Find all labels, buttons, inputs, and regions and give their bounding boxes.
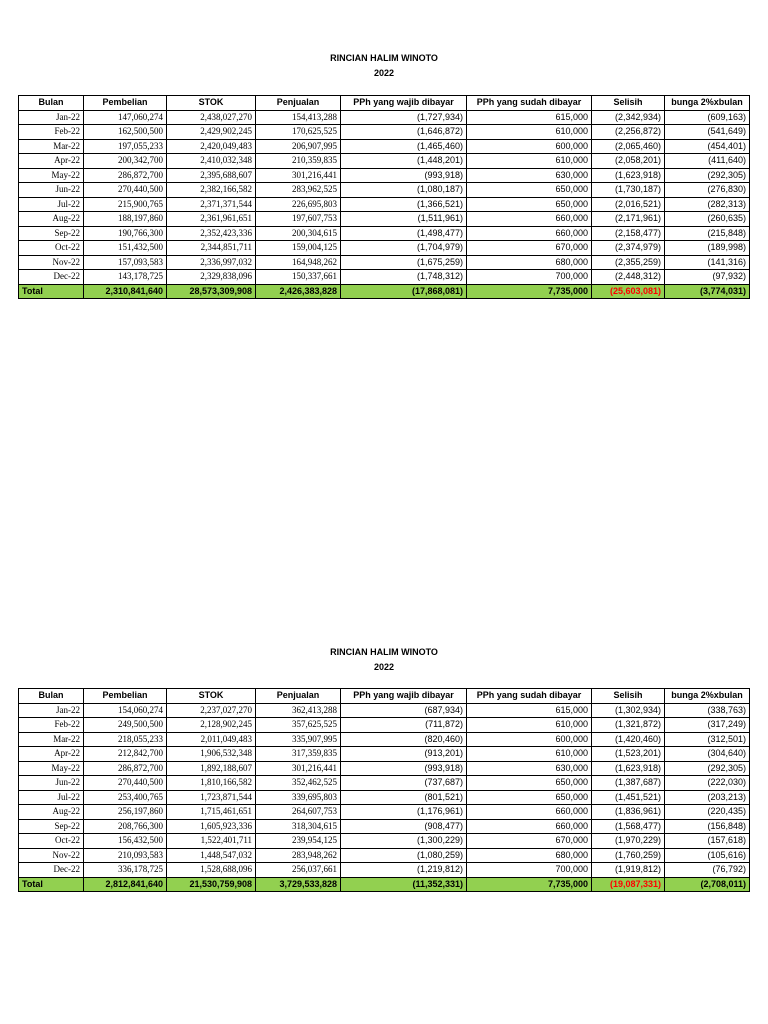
data-table — [18, 688, 750, 892]
total-label: Total — [19, 284, 84, 299]
total-cell: 7,735,000 — [467, 877, 592, 892]
value-cell: (1,760,259) — [592, 848, 665, 863]
value-cell: 357,625,525 — [256, 718, 341, 733]
value-cell: (541,649) — [665, 125, 750, 140]
value-cell: (1,568,477) — [592, 819, 665, 834]
total-cell: (11,352,331) — [341, 877, 467, 892]
value-cell: (1,498,477) — [341, 226, 467, 241]
value-cell: 615,000 — [467, 703, 592, 718]
value-cell: 2,395,688,607 — [167, 168, 256, 183]
value-cell: 301,216,441 — [256, 168, 341, 183]
value-cell: 610,000 — [467, 154, 592, 169]
value-cell: 660,000 — [467, 212, 592, 227]
value-cell: (189,998) — [665, 241, 750, 256]
value-cell: (1,675,259) — [341, 255, 467, 270]
column-header: bunga 2%xbulan — [665, 689, 750, 704]
total-cell: 28,573,309,908 — [167, 284, 256, 299]
sheet-year: 2022 — [373, 68, 395, 78]
value-cell: (1,704,979) — [341, 241, 467, 256]
value-cell: 339,695,803 — [256, 790, 341, 805]
value-cell: 700,000 — [467, 863, 592, 878]
value-cell: 151,432,500 — [84, 241, 167, 256]
value-cell: (1,970,229) — [592, 834, 665, 849]
column-header: Bulan — [19, 96, 84, 111]
header-row — [19, 96, 750, 111]
column-header: Bulan — [19, 689, 84, 704]
total-cell: (3,774,031) — [665, 284, 750, 299]
value-cell: 162,500,500 — [84, 125, 167, 140]
value-cell: (76,792) — [665, 863, 750, 878]
value-cell: (97,932) — [665, 270, 750, 285]
table-row — [19, 761, 750, 776]
value-cell: (1,176,961) — [341, 805, 467, 820]
month-cell: Nov-22 — [19, 255, 84, 270]
value-cell: 170,625,525 — [256, 125, 341, 140]
value-cell: (1,451,521) — [592, 790, 665, 805]
value-cell: (276,830) — [665, 183, 750, 198]
value-cell: 362,413,288 — [256, 703, 341, 718]
value-cell: 2,438,027,270 — [167, 110, 256, 125]
value-cell: 206,907,995 — [256, 139, 341, 154]
value-cell: (2,355,259) — [592, 255, 665, 270]
value-cell: 164,948,262 — [256, 255, 341, 270]
column-header: Penjualan — [256, 96, 341, 111]
value-cell: (105,616) — [665, 848, 750, 863]
value-cell: (2,374,979) — [592, 241, 665, 256]
value-cell: (222,030) — [665, 776, 750, 791]
value-cell: 218,055,233 — [84, 732, 167, 747]
month-cell: Oct-22 — [19, 241, 84, 256]
value-cell: 143,178,725 — [84, 270, 167, 285]
value-cell: 256,037,661 — [256, 863, 341, 878]
column-header: PPh yang sudah dibayar — [467, 96, 592, 111]
value-cell: (711,872) — [341, 718, 467, 733]
value-cell: (1,366,521) — [341, 197, 467, 212]
table-row — [19, 848, 750, 863]
value-cell: (220,435) — [665, 805, 750, 820]
table-row — [19, 168, 750, 183]
value-cell: 200,342,700 — [84, 154, 167, 169]
value-cell: 317,359,835 — [256, 747, 341, 762]
table-row — [19, 270, 750, 285]
month-cell: Jun-22 — [19, 776, 84, 791]
month-cell: Feb-22 — [19, 718, 84, 733]
value-cell: 336,178,725 — [84, 863, 167, 878]
total-cell: (19,087,331) — [592, 877, 665, 892]
value-cell: 286,872,700 — [84, 168, 167, 183]
value-cell: 318,304,615 — [256, 819, 341, 834]
value-cell: 159,004,125 — [256, 241, 341, 256]
value-cell: (2,158,477) — [592, 226, 665, 241]
table-row — [19, 819, 750, 834]
month-cell: Jun-22 — [19, 183, 84, 198]
table-row — [19, 732, 750, 747]
column-header: bunga 2%xbulan — [665, 96, 750, 111]
month-cell: Aug-22 — [19, 212, 84, 227]
value-cell: 301,216,441 — [256, 761, 341, 776]
table-row — [19, 703, 750, 718]
month-cell: Sep-22 — [19, 819, 84, 834]
value-cell: 156,432,500 — [84, 834, 167, 849]
value-cell: (203,213) — [665, 790, 750, 805]
total-cell: 2,426,383,828 — [256, 284, 341, 299]
month-cell: Oct-22 — [19, 834, 84, 849]
table-row — [19, 255, 750, 270]
value-cell: (454,401) — [665, 139, 750, 154]
total-row — [19, 877, 750, 892]
value-cell: 154,060,274 — [84, 703, 167, 718]
table-row — [19, 226, 750, 241]
value-cell: 1,892,188,607 — [167, 761, 256, 776]
column-header: Pembelian — [84, 96, 167, 111]
value-cell: 352,462,525 — [256, 776, 341, 791]
value-cell: 650,000 — [467, 790, 592, 805]
value-cell: 700,000 — [467, 270, 592, 285]
value-cell: 200,304,615 — [256, 226, 341, 241]
value-cell: (993,918) — [341, 761, 467, 776]
value-cell: (338,763) — [665, 703, 750, 718]
value-cell: (260,635) — [665, 212, 750, 227]
value-cell: (1,219,812) — [341, 863, 467, 878]
value-cell: (304,640) — [665, 747, 750, 762]
value-cell: (913,201) — [341, 747, 467, 762]
value-cell: (820,460) — [341, 732, 467, 747]
column-header: Penjualan — [256, 689, 341, 704]
value-cell: 660,000 — [467, 819, 592, 834]
value-cell: 215,900,765 — [84, 197, 167, 212]
total-cell: 7,735,000 — [467, 284, 592, 299]
value-cell: 208,766,300 — [84, 819, 167, 834]
value-cell: 1,906,532,348 — [167, 747, 256, 762]
value-cell: 197,607,753 — [256, 212, 341, 227]
value-cell: 610,000 — [467, 718, 592, 733]
value-cell: 630,000 — [467, 168, 592, 183]
value-cell: (1,080,187) — [341, 183, 467, 198]
value-cell: 1,605,923,336 — [167, 819, 256, 834]
total-cell: 3,729,533,828 — [256, 877, 341, 892]
total-row — [19, 284, 750, 299]
column-header: PPh yang sudah dibayar — [467, 689, 592, 704]
month-cell: Jan-22 — [19, 110, 84, 125]
value-cell: 2,011,049,483 — [167, 732, 256, 747]
value-cell: 1,810,166,582 — [167, 776, 256, 791]
total-cell: (25,603,081) — [592, 284, 665, 299]
column-header: PPh yang wajib dibayar — [341, 96, 467, 111]
value-cell: (282,313) — [665, 197, 750, 212]
value-cell: 680,000 — [467, 255, 592, 270]
value-cell: (737,687) — [341, 776, 467, 791]
value-cell: (993,918) — [341, 168, 467, 183]
value-cell: 610,000 — [467, 747, 592, 762]
value-cell: 1,715,461,651 — [167, 805, 256, 820]
value-cell: 190,766,300 — [84, 226, 167, 241]
value-cell: 610,000 — [467, 125, 592, 140]
value-cell: 650,000 — [467, 183, 592, 198]
table-row — [19, 154, 750, 169]
month-cell: Jul-22 — [19, 790, 84, 805]
table-row — [19, 110, 750, 125]
value-cell: (2,016,521) — [592, 197, 665, 212]
value-cell: 253,400,765 — [84, 790, 167, 805]
month-cell: Nov-22 — [19, 848, 84, 863]
value-cell: (609,163) — [665, 110, 750, 125]
value-cell: 2,361,961,651 — [167, 212, 256, 227]
table-row — [19, 212, 750, 227]
value-cell: (908,477) — [341, 819, 467, 834]
value-cell: 2,344,851,711 — [167, 241, 256, 256]
value-cell: 2,371,371,544 — [167, 197, 256, 212]
column-header: Selisih — [592, 689, 665, 704]
value-cell: (156,848) — [665, 819, 750, 834]
value-cell: (2,342,934) — [592, 110, 665, 125]
month-cell: Apr-22 — [19, 154, 84, 169]
total-cell: 2,812,841,640 — [84, 877, 167, 892]
month-cell: Mar-22 — [19, 139, 84, 154]
total-cell: 21,530,759,908 — [167, 877, 256, 892]
table-row — [19, 790, 750, 805]
value-cell: (1,420,460) — [592, 732, 665, 747]
value-cell: (1,302,934) — [592, 703, 665, 718]
value-cell: 226,695,803 — [256, 197, 341, 212]
value-cell: 210,359,835 — [256, 154, 341, 169]
value-cell: 1,528,688,096 — [167, 863, 256, 878]
month-cell: May-22 — [19, 761, 84, 776]
value-cell: 197,055,233 — [84, 139, 167, 154]
value-cell: (215,848) — [665, 226, 750, 241]
table-row — [19, 834, 750, 849]
value-cell: 239,954,125 — [256, 834, 341, 849]
value-cell: (1,646,872) — [341, 125, 467, 140]
value-cell: (2,256,872) — [592, 125, 665, 140]
value-cell: 600,000 — [467, 732, 592, 747]
month-cell: Sep-22 — [19, 226, 84, 241]
value-cell: 283,962,525 — [256, 183, 341, 198]
value-cell: (1,727,934) — [341, 110, 467, 125]
header-row — [19, 689, 750, 704]
value-cell: 2,429,902,245 — [167, 125, 256, 140]
total-cell: 2,310,841,640 — [84, 284, 167, 299]
value-cell: (1,511,961) — [341, 212, 467, 227]
value-cell: 2,410,032,348 — [167, 154, 256, 169]
table-row — [19, 747, 750, 762]
data-table — [18, 95, 750, 299]
value-cell: (317,249) — [665, 718, 750, 733]
month-cell: Dec-22 — [19, 863, 84, 878]
value-cell: 188,197,860 — [84, 212, 167, 227]
value-cell: (292,305) — [665, 761, 750, 776]
value-cell: 335,907,995 — [256, 732, 341, 747]
value-cell: (2,448,312) — [592, 270, 665, 285]
value-cell: (1,387,687) — [592, 776, 665, 791]
value-cell: 1,448,547,032 — [167, 848, 256, 863]
value-cell: 680,000 — [467, 848, 592, 863]
value-cell: (1,748,312) — [341, 270, 467, 285]
value-cell: 256,197,860 — [84, 805, 167, 820]
value-cell: (2,065,460) — [592, 139, 665, 154]
value-cell: 650,000 — [467, 197, 592, 212]
value-cell: 154,413,288 — [256, 110, 341, 125]
value-cell: (2,058,201) — [592, 154, 665, 169]
value-cell: (1,448,201) — [341, 154, 467, 169]
value-cell: 2,128,902,245 — [167, 718, 256, 733]
column-header: Pembelian — [84, 689, 167, 704]
table-row — [19, 805, 750, 820]
month-cell: Jul-22 — [19, 197, 84, 212]
value-cell: 270,440,500 — [84, 183, 167, 198]
value-cell: (2,171,961) — [592, 212, 665, 227]
value-cell: 286,872,700 — [84, 761, 167, 776]
total-cell: (2,708,011) — [665, 877, 750, 892]
value-cell: (1,465,460) — [341, 139, 467, 154]
table-row — [19, 241, 750, 256]
value-cell: 147,060,274 — [84, 110, 167, 125]
value-cell: (312,501) — [665, 732, 750, 747]
value-cell: 2,329,838,096 — [167, 270, 256, 285]
value-cell: (1,623,918) — [592, 168, 665, 183]
table-row — [19, 125, 750, 140]
value-cell: 660,000 — [467, 805, 592, 820]
table-row — [19, 139, 750, 154]
table-row — [19, 718, 750, 733]
column-header: PPh yang wajib dibayar — [341, 689, 467, 704]
column-header: Selisih — [592, 96, 665, 111]
value-cell: (801,521) — [341, 790, 467, 805]
value-cell: (1,919,812) — [592, 863, 665, 878]
sheet-title: RINCIAN HALIM WINOTO — [330, 647, 438, 657]
table-row — [19, 183, 750, 198]
value-cell: (292,305) — [665, 168, 750, 183]
month-cell: Aug-22 — [19, 805, 84, 820]
value-cell: 650,000 — [467, 776, 592, 791]
month-cell: Feb-22 — [19, 125, 84, 140]
total-cell: (17,868,081) — [341, 284, 467, 299]
value-cell: 2,352,423,336 — [167, 226, 256, 241]
value-cell: 2,420,049,483 — [167, 139, 256, 154]
value-cell: (1,523,201) — [592, 747, 665, 762]
value-cell: (1,836,961) — [592, 805, 665, 820]
value-cell: 670,000 — [467, 241, 592, 256]
value-cell: 670,000 — [467, 834, 592, 849]
column-header: STOK — [167, 96, 256, 111]
value-cell: 1,522,401,711 — [167, 834, 256, 849]
table-row — [19, 197, 750, 212]
value-cell: (1,730,187) — [592, 183, 665, 198]
value-cell: 600,000 — [467, 139, 592, 154]
value-cell: 615,000 — [467, 110, 592, 125]
column-header: STOK — [167, 689, 256, 704]
value-cell: 210,093,583 — [84, 848, 167, 863]
value-cell: (1,300,229) — [341, 834, 467, 849]
value-cell: (141,316) — [665, 255, 750, 270]
value-cell: 270,440,500 — [84, 776, 167, 791]
value-cell: 157,093,583 — [84, 255, 167, 270]
value-cell: 660,000 — [467, 226, 592, 241]
value-cell: (157,618) — [665, 834, 750, 849]
value-cell: (687,934) — [341, 703, 467, 718]
value-cell: 2,237,027,270 — [167, 703, 256, 718]
value-cell: 2,382,166,582 — [167, 183, 256, 198]
table-row — [19, 776, 750, 791]
month-cell: Jan-22 — [19, 703, 84, 718]
value-cell: 150,337,661 — [256, 270, 341, 285]
value-cell: 630,000 — [467, 761, 592, 776]
value-cell: 264,607,753 — [256, 805, 341, 820]
value-cell: 249,500,500 — [84, 718, 167, 733]
value-cell: (411,640) — [665, 154, 750, 169]
sheet-title: RINCIAN HALIM WINOTO — [330, 53, 438, 63]
month-cell: Apr-22 — [19, 747, 84, 762]
total-label: Total — [19, 877, 84, 892]
value-cell: 1,723,871,544 — [167, 790, 256, 805]
value-cell: 212,842,700 — [84, 747, 167, 762]
value-cell: 2,336,997,032 — [167, 255, 256, 270]
month-cell: Mar-22 — [19, 732, 84, 747]
month-cell: Dec-22 — [19, 270, 84, 285]
value-cell: (1,080,259) — [341, 848, 467, 863]
month-cell: May-22 — [19, 168, 84, 183]
table-row — [19, 863, 750, 878]
value-cell: 283,948,262 — [256, 848, 341, 863]
sheet-year: 2022 — [373, 662, 395, 672]
value-cell: (1,623,918) — [592, 761, 665, 776]
value-cell: (1,321,872) — [592, 718, 665, 733]
